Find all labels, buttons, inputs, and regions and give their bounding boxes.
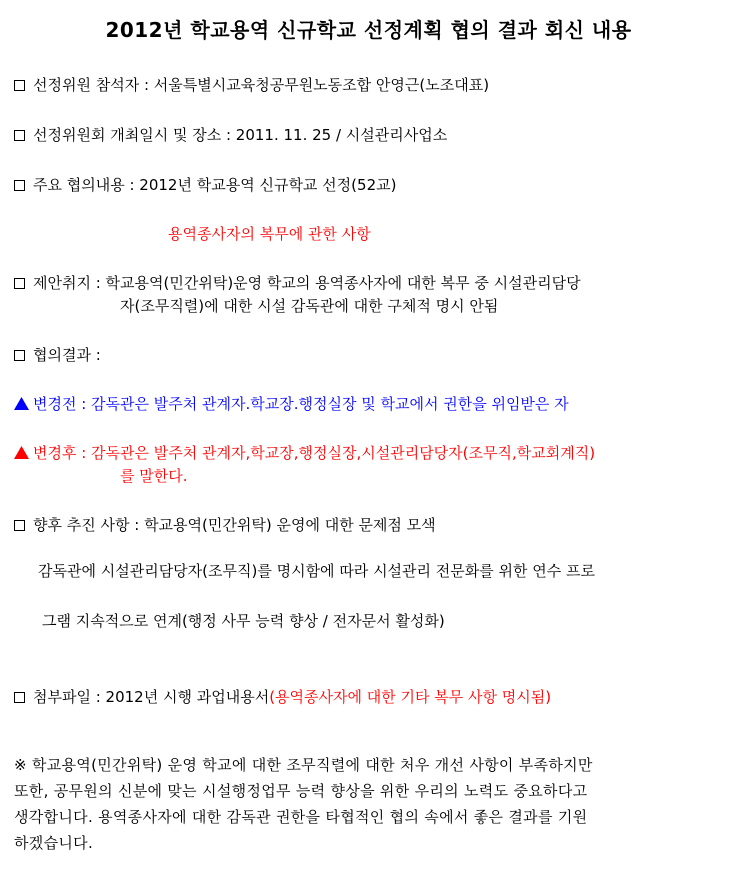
note-line-2: 또한, 공무원의 신분에 맞는 시설행정업무 능력 향상을 위한 우리의 노력도 중요하다고	[14, 782, 588, 800]
subheading: 용역종사자의 복무에 관한 사항	[168, 225, 371, 243]
checkbox-icon	[14, 692, 25, 703]
after-text-1: 변경후 : 감독관은 발주처 관계자,학교장,행정실장,시설관리담당자(조무직,학교회계직)	[33, 444, 596, 462]
checkbox-icon	[14, 180, 25, 191]
closing-note	[14, 752, 726, 856]
proposal-text-1: 제안취지 : 학교용역(민간위탁)운영 학교의 용역종사자에 대한 복무 중 시설관리담당	[33, 274, 581, 292]
note-line-3: 생각합니다. 용역종사자에 대한 감독관 권한을 타협적인 협의 속에서 좋은 결과를 기원	[14, 808, 588, 826]
meeting-line	[14, 125, 447, 145]
meeting-text: 선정위원회 개최일시 및 장소 : 2011. 11. 25 / 시설관리사업소	[33, 126, 448, 144]
main-content-text: 주요 협의내용 : 2012년 학교용역 신규학교 선정(52교)	[33, 176, 397, 194]
checkbox-icon	[14, 130, 25, 141]
after-text-2: 를 말한다.	[120, 467, 188, 485]
checkbox-icon	[14, 278, 25, 289]
red-triangle-icon	[14, 446, 29, 459]
attachment-text: 첨부파일 : 2012년 시행 과업내용서	[33, 688, 270, 706]
document-title: 2012년 학교용역 신규학교 선정계획 협의 결과 회신 내용	[105, 18, 632, 42]
future-text: 향후 추진 사항 : 학교용역(민간위탁) 운영에 대한 문제점 모색	[33, 516, 436, 534]
proposal-text-2: 자(조무직렬)에 대한 시설 감독관에 대한 구체적 명시 안됨	[120, 297, 499, 315]
proposal-line	[14, 273, 581, 293]
after-line	[14, 443, 595, 463]
checkbox-icon	[14, 80, 25, 91]
attendee-line	[14, 75, 489, 95]
result-text: 협의결과 :	[33, 346, 101, 364]
attendee-text: 선정위원 참석자 : 서울특별시교육청공무원노동조합 안영근(노조대표)	[33, 76, 490, 94]
attachment-line	[14, 687, 551, 707]
note-line-4: 하겠습니다.	[14, 834, 94, 852]
result-line	[14, 345, 101, 365]
before-text: 변경전 : 감독관은 발주처 관계자.학교장.행정실장 및 학교에서 권한을 위임받은 자	[33, 395, 569, 413]
blue-triangle-icon	[14, 397, 29, 410]
checkbox-icon	[14, 350, 25, 361]
attachment-note: (용역종사자에 대한 기타 복무 사항 명시됨)	[269, 688, 552, 706]
future-detail-1: 감독관에 시설관리담당자(조무직)를 명시함에 따라 시설관리 전문화를 위한 연수 프로	[38, 562, 596, 580]
checkbox-icon	[14, 520, 25, 531]
before-line	[14, 394, 569, 414]
note-line-1: ※ 학교용역(민간위탁) 운영 학교에 대한 조무직렬에 대한 처우 개선 사항이 부족하지만	[14, 756, 593, 774]
future-detail-2: 그램 지속적으로 연계(행정 사무 능력 향상 / 전자문서 활성화)	[42, 612, 445, 630]
future-line	[14, 515, 436, 535]
main-content-line	[14, 175, 396, 195]
